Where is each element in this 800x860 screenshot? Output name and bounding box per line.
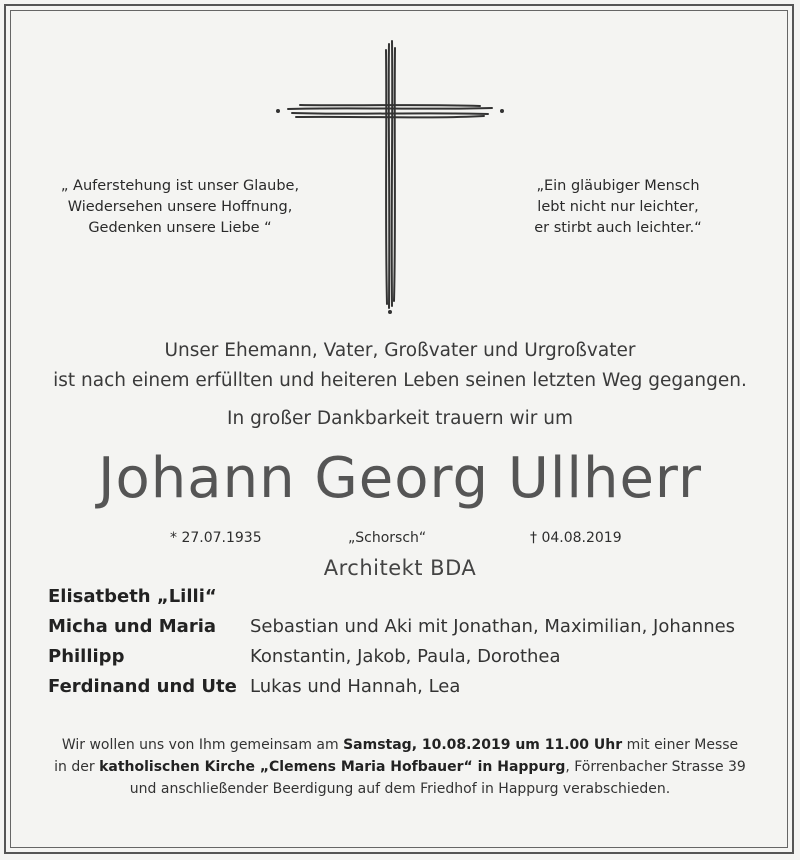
- notice-text: Wir wollen uns von Ihm gemeinsam am: [61, 737, 344, 753]
- quote-left: [40, 176, 320, 239]
- notice-text: in der: [54, 759, 100, 775]
- quote-right: [478, 176, 758, 239]
- notice-date-time: Samstag, 10.08.2019 um 11.00 Uhr: [343, 737, 623, 753]
- notice-address: , Förrenbacher Strasse 39: [565, 759, 746, 775]
- intro-line: ist nach einem erfüllten und heiteren Leben seinen letzten Weg gegangen.: [53, 370, 747, 391]
- family-member: Ferdinand und Ute: [48, 676, 237, 697]
- quote-left-line: „ Auferstehung ist unser Glaube,: [60, 178, 300, 194]
- family-row: [48, 616, 788, 646]
- family-children: Konstantin, Jakob, Paula, Dorothea: [250, 646, 561, 667]
- intro-text: [0, 336, 800, 396]
- family-children: Sebastian und Aki mit Jonathan, Maximilian, Johannes: [250, 616, 736, 637]
- quote-left-line: Gedenken unsere Liebe “: [88, 220, 272, 236]
- family-member: Elisatbeth „Lilli“: [48, 586, 217, 607]
- notice-line: [0, 756, 800, 778]
- mourn-line: In großer Dankbarkeit trauern wir um: [227, 408, 573, 429]
- notice-church: katholischen Kirche „Clemens Maria Hofbauer“ in Happurg: [99, 759, 566, 775]
- family-row: [48, 676, 788, 706]
- birth-date: * 27.07.1935: [170, 530, 262, 546]
- family-row: [48, 586, 788, 616]
- family-row: [48, 646, 788, 676]
- notice-text: mit einer Messe: [622, 737, 739, 753]
- notice-line: und anschließender Beerdigung auf dem Friedhof in Happurg verabschieden.: [129, 781, 671, 797]
- intro-line: Unser Ehemann, Vater, Großvater und Urgroßvater: [164, 340, 636, 361]
- deceased-name: Johann Georg Ullherr: [98, 446, 702, 511]
- quote-right-line: er stirbt auch leichter.“: [534, 220, 702, 236]
- profession: Architekt BDA: [323, 556, 477, 580]
- family-list: [48, 586, 788, 706]
- quote-right-line: lebt nicht nur leichter,: [537, 199, 699, 215]
- family-member: Phillipp: [48, 646, 125, 667]
- family-member: Micha und Maria: [48, 616, 217, 637]
- quote-right-line: „Ein gläubiger Mensch: [536, 178, 700, 194]
- nickname: „Schorsch“: [348, 530, 427, 546]
- funeral-notice: [0, 734, 800, 800]
- quote-left-line: Wiedersehen unsere Hoffnung,: [67, 199, 293, 215]
- death-date: † 04.08.2019: [530, 530, 622, 546]
- family-children: Lukas und Hannah, Lea: [250, 676, 461, 697]
- notice-line: [0, 734, 800, 756]
